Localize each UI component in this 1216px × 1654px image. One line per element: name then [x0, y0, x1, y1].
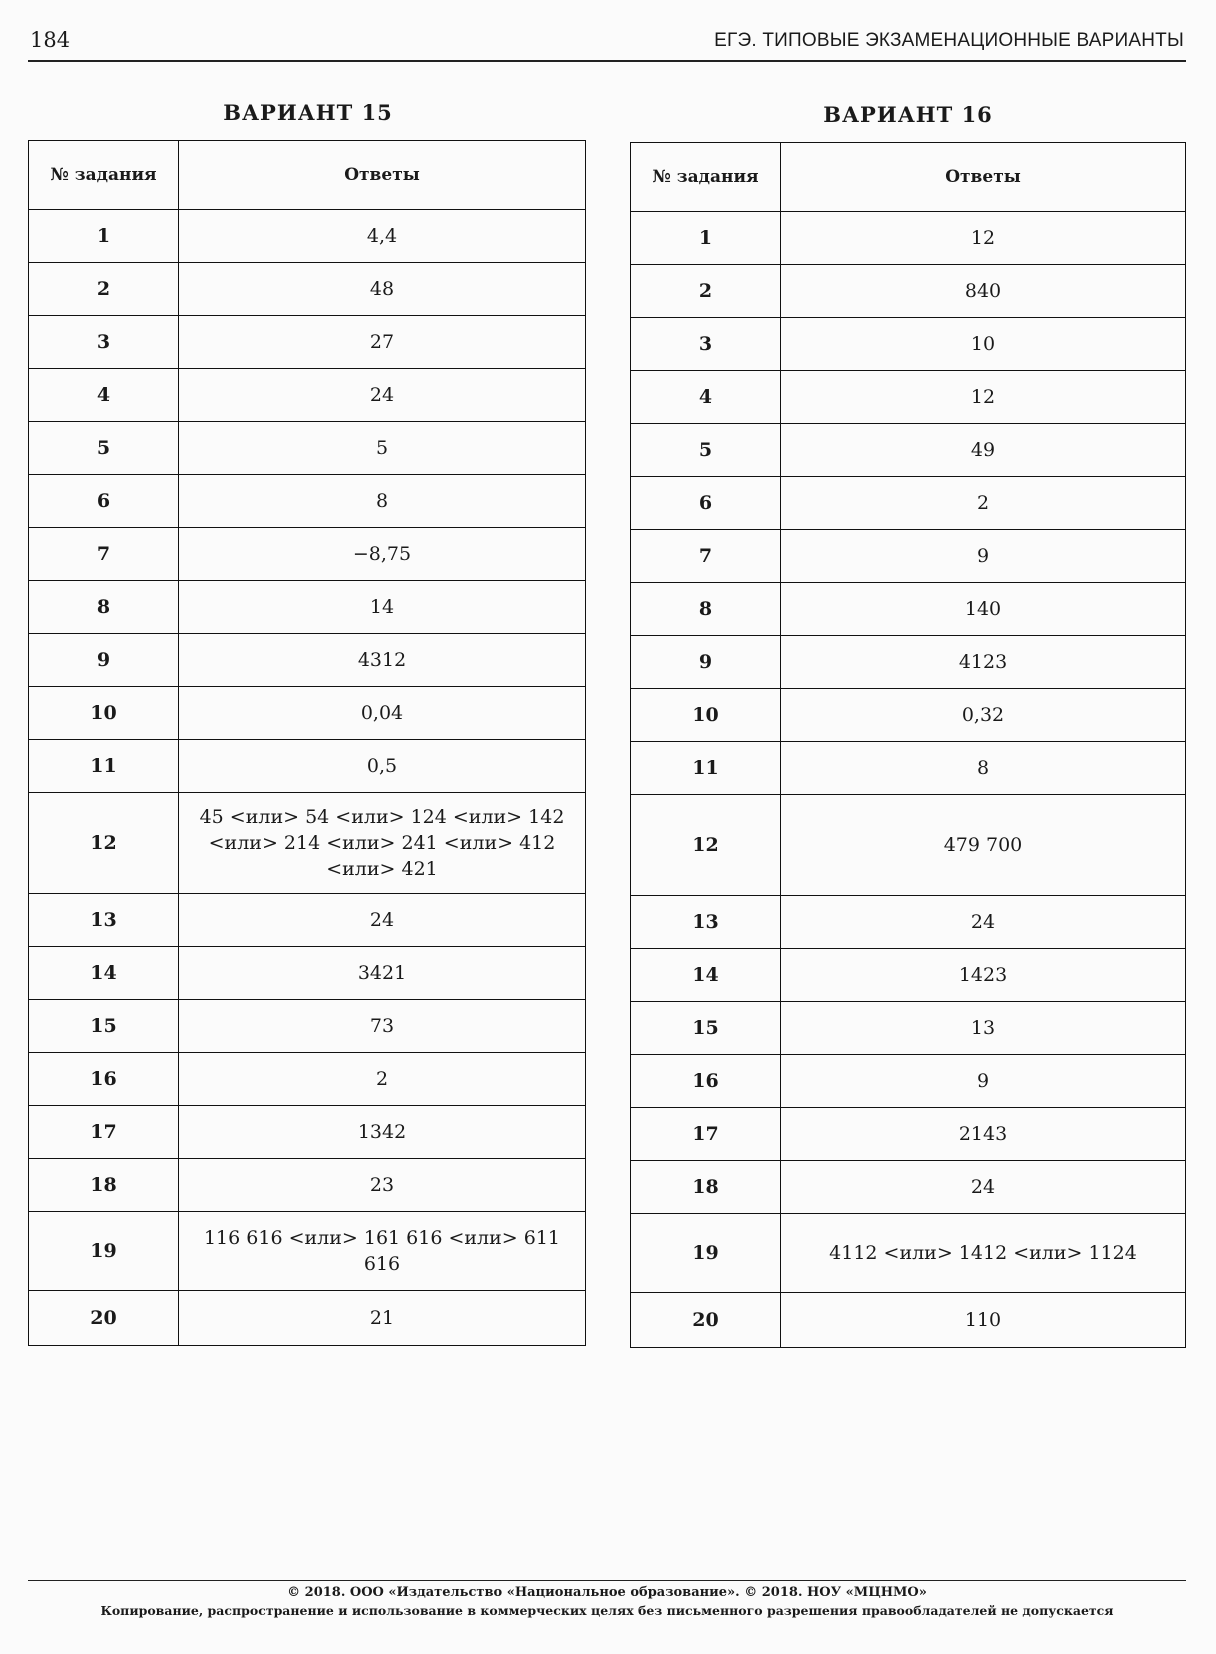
answer-cell: 13: [781, 1002, 1186, 1055]
task-number-cell: 10: [29, 687, 179, 740]
running-header-title: ЕГЭ. ТИПОВЫЕ ЭКЗАМЕНАЦИОННЫЕ ВАРИАНТЫ: [714, 30, 1184, 51]
table-row: [631, 896, 1186, 949]
task-number-cell: 8: [631, 583, 781, 636]
task-number-cell: 4: [29, 369, 179, 422]
table-row: [29, 263, 586, 316]
task-number-cell: 6: [29, 475, 179, 528]
table-row: [631, 371, 1186, 424]
task-number-cell: 11: [29, 740, 179, 793]
answer-cell: 24: [179, 369, 586, 422]
task-number-cell: 9: [631, 636, 781, 689]
answer-cell: 2: [781, 477, 1186, 530]
table-row: [29, 1291, 586, 1346]
table-row: [631, 689, 1186, 742]
task-number-cell: 6: [631, 477, 781, 530]
answer-cell: 49: [781, 424, 1186, 477]
table-row: [631, 1293, 1186, 1348]
table-row: [29, 947, 586, 1000]
task-number-cell: 18: [29, 1159, 179, 1212]
answer-cell: 45 <или> 54 <или> 124 <или> 142 <или> 214 <или> 241 <или> 412 <или> 421: [179, 793, 586, 894]
column-header-answers: Ответы: [781, 143, 1186, 212]
table-row: [631, 318, 1186, 371]
variant-15-answer-table: [28, 140, 586, 1346]
table-row: [631, 424, 1186, 477]
footer-divider: [28, 1580, 1186, 1581]
table-row: [29, 581, 586, 634]
table-row: [29, 369, 586, 422]
task-number-cell: 10: [631, 689, 781, 742]
task-number-cell: 19: [29, 1212, 179, 1291]
task-number-cell: 2: [631, 265, 781, 318]
task-number-cell: 17: [29, 1106, 179, 1159]
answer-cell: 9: [781, 1055, 1186, 1108]
table-row: [631, 1161, 1186, 1214]
table-row: [631, 1108, 1186, 1161]
table-row: [29, 740, 586, 793]
table-row: [29, 1212, 586, 1291]
task-number-cell: 1: [631, 212, 781, 265]
task-number-cell: 16: [631, 1055, 781, 1108]
answer-cell: 0,32: [781, 689, 1186, 742]
column-header-task-number: № задания: [29, 141, 179, 210]
answer-cell: 73: [179, 1000, 586, 1053]
table-row: [631, 742, 1186, 795]
table-row: [29, 1053, 586, 1106]
table-row: [631, 1002, 1186, 1055]
table-row: [631, 530, 1186, 583]
task-number-cell: 5: [631, 424, 781, 477]
answer-cell: 27: [179, 316, 586, 369]
task-number-cell: 3: [631, 318, 781, 371]
answer-cell: 140: [781, 583, 1186, 636]
footer-copyright: © 2018. ООО «Издательство «Национальное образование». © 2018. НОУ «МЦНМО»: [287, 1585, 927, 1600]
answer-cell: 116 616 <или> 161 616 <или> 611 616: [179, 1212, 586, 1291]
column-header-answers: Ответы: [179, 141, 586, 210]
table-row: [631, 265, 1186, 318]
answer-cell: 2: [179, 1053, 586, 1106]
variant-16-answer-table: [630, 142, 1186, 1348]
task-number-cell: 13: [631, 896, 781, 949]
table-row: [29, 1000, 586, 1053]
task-number-cell: 5: [29, 422, 179, 475]
answer-cell: 21: [179, 1291, 586, 1346]
variant-16-title: ВАРИАНТ 16: [823, 102, 993, 127]
task-number-cell: 15: [631, 1002, 781, 1055]
page-number: 184: [30, 28, 71, 52]
answer-cell: 14: [179, 581, 586, 634]
task-number-cell: 15: [29, 1000, 179, 1053]
task-number-cell: 17: [631, 1108, 781, 1161]
task-number-cell: 7: [631, 530, 781, 583]
task-number-cell: 14: [631, 949, 781, 1002]
table-row: [29, 210, 586, 263]
answer-cell: 0,04: [179, 687, 586, 740]
answer-cell: 48: [179, 263, 586, 316]
task-number-cell: 14: [29, 947, 179, 1000]
table-row: [29, 894, 586, 947]
table-row: [631, 583, 1186, 636]
answer-cell: 12: [781, 212, 1186, 265]
table-row: [29, 316, 586, 369]
task-number-cell: 20: [29, 1291, 179, 1346]
table-row: [29, 475, 586, 528]
table-row: [29, 687, 586, 740]
task-number-cell: 7: [29, 528, 179, 581]
answer-cell: 4112 <или> 1412 <или> 1124: [781, 1214, 1186, 1293]
answer-cell: 0,5: [179, 740, 586, 793]
answer-cell: 10: [781, 318, 1186, 371]
answer-cell: 1423: [781, 949, 1186, 1002]
task-number-cell: 19: [631, 1214, 781, 1293]
answer-cell: 1342: [179, 1106, 586, 1159]
footer-copy-notice: Копирование, распространение и использование в коммерческих целях без письменного разрешения правообладателей не допускается: [100, 1603, 1114, 1618]
table-row: [631, 212, 1186, 265]
table-row: [631, 1214, 1186, 1293]
answer-cell: 840: [781, 265, 1186, 318]
task-number-cell: 13: [29, 894, 179, 947]
task-number-cell: 9: [29, 634, 179, 687]
table-row: [631, 636, 1186, 689]
column-header-task-number: № задания: [631, 143, 781, 212]
task-number-cell: 1: [29, 210, 179, 263]
answer-cell: 9: [781, 530, 1186, 583]
table-row: [29, 528, 586, 581]
task-number-cell: 2: [29, 263, 179, 316]
answer-cell: 8: [179, 475, 586, 528]
task-number-cell: 12: [29, 793, 179, 894]
table-row: [631, 795, 1186, 896]
answer-cell: 24: [781, 1161, 1186, 1214]
task-number-cell: 11: [631, 742, 781, 795]
task-number-cell: 20: [631, 1293, 781, 1348]
task-number-cell: 16: [29, 1053, 179, 1106]
variant-15-title: ВАРИАНТ 15: [223, 100, 393, 125]
task-number-cell: 8: [29, 581, 179, 634]
table-row: [631, 477, 1186, 530]
table-row: [29, 1159, 586, 1212]
task-number-cell: 18: [631, 1161, 781, 1214]
table-row: [29, 1106, 586, 1159]
answer-cell: 5: [179, 422, 586, 475]
table-row: [29, 634, 586, 687]
answer-cell: 24: [179, 894, 586, 947]
table-row: [29, 422, 586, 475]
table-row: [631, 949, 1186, 1002]
answer-cell: 4,4: [179, 210, 586, 263]
task-number-cell: 12: [631, 795, 781, 896]
table-row: [631, 1055, 1186, 1108]
answer-cell: −8,75: [179, 528, 586, 581]
task-number-cell: 3: [29, 316, 179, 369]
header-divider: [28, 60, 1186, 62]
answer-cell: 4312: [179, 634, 586, 687]
task-number-cell: 4: [631, 371, 781, 424]
answer-cell: 2143: [781, 1108, 1186, 1161]
answer-cell: 24: [781, 896, 1186, 949]
answer-cell: 4123: [781, 636, 1186, 689]
answer-cell: 3421: [179, 947, 586, 1000]
table-row: [29, 793, 586, 894]
answer-cell: 8: [781, 742, 1186, 795]
answer-cell: 479 700: [781, 795, 1186, 896]
answer-cell: 12: [781, 371, 1186, 424]
answer-cell: 110: [781, 1293, 1186, 1348]
answer-cell: 23: [179, 1159, 586, 1212]
